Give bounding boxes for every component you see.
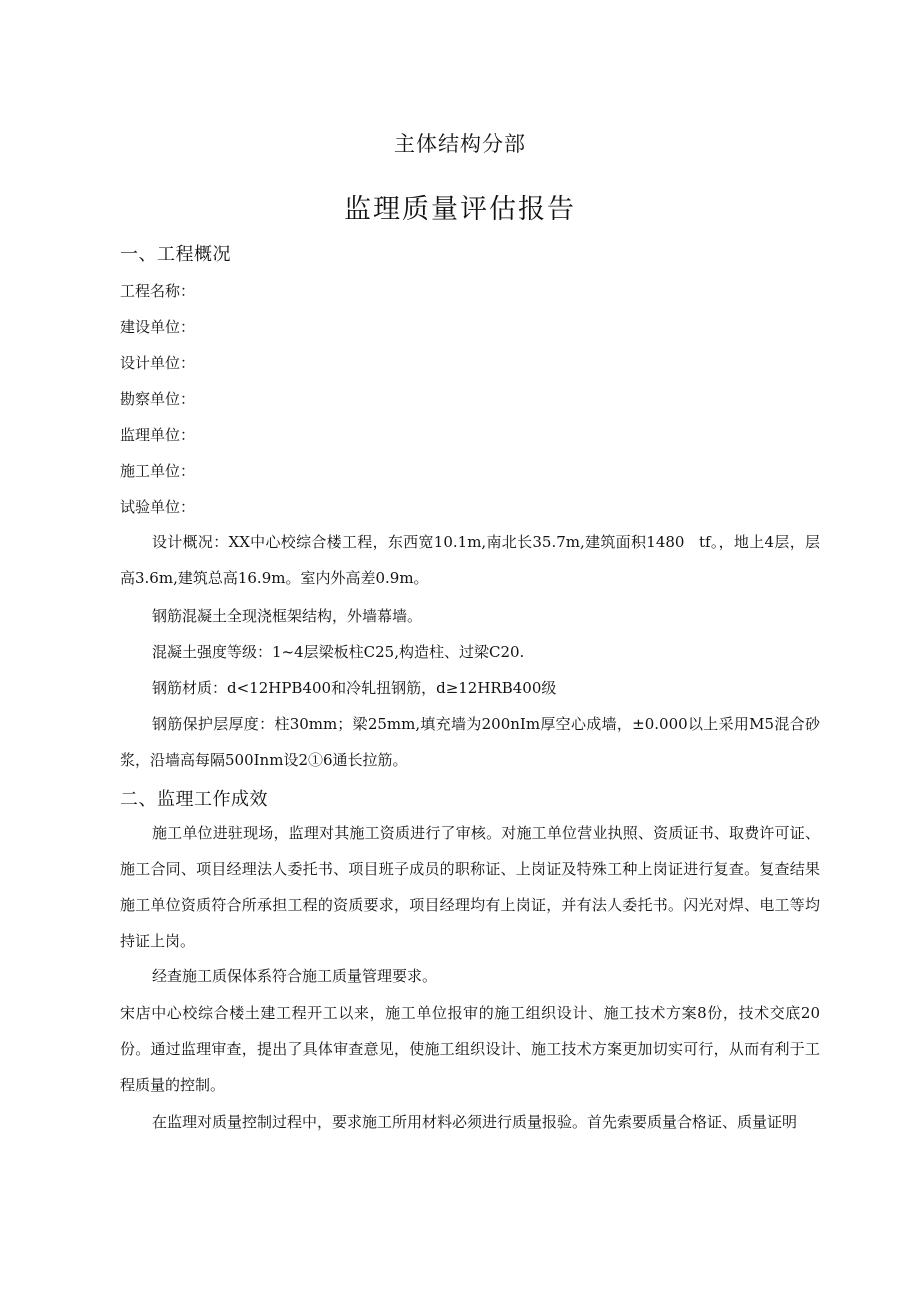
field-contractor-unit: 施工单位： <box>120 462 196 480</box>
field-project-name: 工程名称： <box>120 282 196 300</box>
design-overview-paragraph: 设计概况：XX中心校综合楼工程，东西宽10.1m,南北长35.7m,建筑面积1480ㅤtf。，地上4层，层高3.6m,建筑总高16.9m。室内外高差0.9m。 <box>120 533 820 587</box>
qualification-review-paragraph: 施工单位进驻现场，监理对其施工资质进行了审核。对施工单位营业执照、资质证书、取费许可证、施工合同、项目经理法人委托书、项目班子成员的职称证、上岗证及特殊工种上岗证进行复查。复查结果施工单位资质符合所承担工程的资质要求，项目经理均有上岗证，并有法人委托书。闪光对焊、电工等均持证上岗。 <box>120 824 820 950</box>
section2-heading: 二、监理工作成效 <box>120 789 268 810</box>
construction-plan-paragraph: 宋店中心校综合楼土建工程开工以来，施工单位报审的施工组织设计、施工技术方案8份，技术交底20份。通过监理审查，提出了具体审查意见，使施工组织设计、施工技术方案更加切实可行，从而有利于工程质量的控制。 <box>120 1004 820 1094</box>
concrete-grade-paragraph: 混凝土强度等级：1~4层梁板柱C25,构造柱、过梁C20. <box>152 643 525 661</box>
document-title-line1: 主体结构分部 <box>394 132 526 156</box>
field-design-unit: 设计单位： <box>120 354 196 372</box>
field-survey-unit: 勘察单位： <box>120 390 196 408</box>
material-inspection-paragraph: 在监理对质量控制过程中，要求施工所用材料必须进行质量报验。首先索要质量合格证、质量证明 <box>152 1113 798 1131</box>
field-construction-unit: 建设单位： <box>120 318 196 336</box>
quality-system-paragraph: 经查施工质保体系符合施工质量管理要求。 <box>152 967 438 985</box>
section1-heading: 一、工程概况 <box>120 244 231 265</box>
field-testing-unit: 试验单位： <box>120 498 196 516</box>
cover-thickness-paragraph: 钢筋保护层厚度：柱30mm；梁25mm,填充墙为200nIm厚空心成墙，±0.000以上采用M5混合砂浆，沿墙高每隔500Inm设2①6通长拉筋。 <box>120 715 820 769</box>
rebar-material-paragraph: 钢筋材质：d<12HPB400和冷轧扭钢筋，d≥12HRB400级 <box>152 679 557 697</box>
field-supervision-unit: 监理单位： <box>120 426 196 444</box>
structure-paragraph: 钢筋混凝土全现浇框架结构，外墙幕墙。 <box>152 607 423 625</box>
document-title-line2: 监理质量评估报告 <box>344 194 576 225</box>
